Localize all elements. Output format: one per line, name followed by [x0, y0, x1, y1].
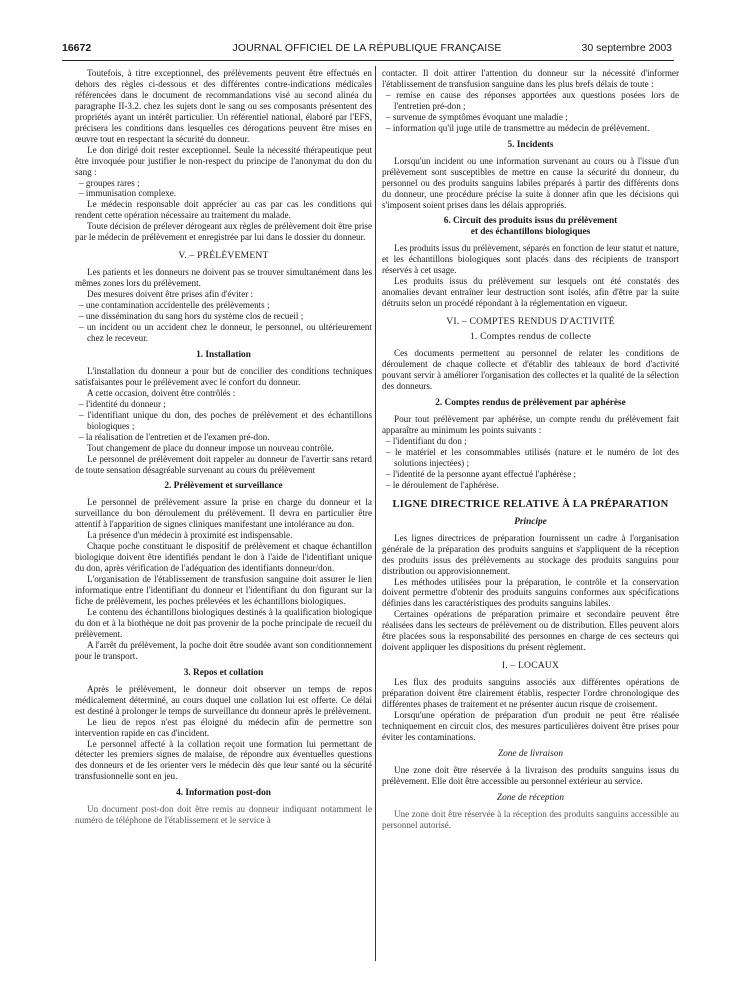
section-heading: VI. – COMPTES RENDUS D'ACTIVITÉ [446, 316, 615, 328]
subsection-heading-text: 1. Comptes rendus de collecte [469, 331, 592, 343]
list-item: – une contamination accidentelle des prélèvements ; [79, 300, 270, 311]
paragraph: Une zone doit être réservée à la livraison des produits sanguins issus du prélèvement. Elle doit être accessible au personnel extérieur au service. [382, 764, 679, 786]
paragraph: Après le prélèvement, le donneur doit observer un temps de repos médicalement déterminé, au cours duquel une collation lui est offerte. Ce délai est destiné à prolonger le temps de surveillance du donneur après le prélèvement. [75, 683, 372, 716]
list-item: – survenue de symptômes évoquant une maladie ; [386, 111, 568, 122]
list-item: – groupes rares ; [79, 177, 140, 188]
subsection-heading: 5. Incidents [507, 139, 554, 150]
subsection-heading-continued: et des échantillons biologiques [470, 227, 591, 238]
page-header [62, 40, 672, 56]
list-item: – immunisation complexe. [79, 188, 177, 199]
list-item: – la réalisation de l'entretien et de l'examen pré-don. [79, 431, 270, 442]
page-number: 16672 [62, 42, 92, 54]
paragraph: Les lignes directrices de préparation fournissent un cadre à l'organisation générale de la préparation des produits sanguins et s'appliquent de la réception des produits issus des prélèvements au stockage des produits sanguins pour distribution ou approvisionnement. [382, 532, 679, 576]
paragraph: Toute décision de prélever dérogeant aux règles de prélèvement doit être prise par le médecin de prélèvement et enregistrée par lui dans le dossier du donneur. [75, 221, 372, 243]
subsection-heading: 2. Prélèvement et surveillance [164, 481, 283, 492]
zone-heading: Zone de réception [496, 792, 565, 803]
paragraph: A l'arrêt du prélèvement, la poche doit être soudée avant son conditionnement pour le transport. [75, 639, 372, 661]
list-item: – une dissémination du sang hors du système clos de recueil ; [79, 311, 304, 322]
column-divider [375, 66, 376, 961]
subsection-heading: 1. Installation [196, 349, 251, 360]
paragraph: Les patients et les donneurs ne doivent pas se trouver simultanément dans les mêmes zones lors du prélèvement. [75, 267, 372, 289]
list-item: – l'identité de la personne ayant effectué l'aphérèse ; [386, 468, 577, 479]
principle-heading: Principe [514, 516, 547, 527]
zone-heading: Zone de livraison [497, 748, 564, 759]
paragraph: Des mesures doivent être prises afin d'éviter : [87, 289, 254, 300]
paragraph: Une zone doit être réservée à la réception des produits sanguins accessible au personnel autorisé. [382, 808, 679, 830]
paragraph: Les produits issus du prélèvement sur lesquels ont été constatés des anomalies devant entraîner leur destruction sont isolés, afin d'être par la suite détruits selon un procédé répondant à la réglementation en vigueur. [382, 276, 679, 309]
paragraph: L'installation du donneur a pour but de concilier des conditions techniques satisfaisantes pour le prélèvement avec le confort du donneur. [75, 365, 372, 387]
paragraph: Les flux des produits sanguins associés aux différentes opérations de préparation doivent être clairement établis, respecter l'ordre chronologique des différentes phases de traitement et ne présenter aucun risque de croisement. [382, 677, 679, 710]
paragraph: Les méthodes utilisées pour la préparation, le contrôle et la conservation doivent permettre d'obtenir des produits sanguins conformes aux spécifications définies dans les caractéristiques des produits sanguins labiles. [382, 576, 679, 609]
paragraph: Certaines opérations de préparation primaire et secondaire peuvent être réalisées dans les secteurs de prélèvement ou de distribution. Elles peuvent alors être placées sous la responsabilité des personnes en charge de ces secteurs qui doivent appliquer les dispositions du présent règlement. [382, 609, 679, 653]
paragraph: Le personnel de prélèvement doit rappeler au donneur de l'avertir sans retard de toute sensation désagréable survenant au cours du prélèvement [75, 453, 372, 475]
paragraph: Le lieu de repos n'est pas éloigné du médecin afin de permettre son intervention rapide en cas d'incident. [75, 716, 372, 738]
paragraph: Chaque poche constituant le dispositif de prélèvement et chaque échantillon biologique doivent être identifiés pendant le don à l'aide de l'identifiant unique du don, après vérification de l'adéquation des identifiants donneur/don. [75, 541, 372, 574]
subsection-heading: 3. Repos et collation [183, 667, 264, 678]
section-heading: I. – LOCAUX [501, 660, 560, 672]
paragraph: Pour tout prélèvement par aphérèse, un compte rendu du prélèvement fait apparaître au minimum les points suivants : [382, 414, 679, 435]
paragraph: Lorsqu'une opération de préparation d'un produit ne peut être réalisée techniquement en circuit clos, des mesures particulières doivent être prises pour éviter les contaminations. [382, 710, 679, 742]
paragraph: Les produits issus du prélèvement, séparés en fonction de leur statut et nature, et les échantillons biologiques sont placés dans des récipients de transport réservés à cet usage. [382, 243, 679, 276]
list-item: – le matériel et les consommables utilisés (nature et le numéro de lot des solutions injectées) ; [386, 446, 679, 468]
paragraph: Un document post-don doit être remis au donneur indiquant notamment le numéro de téléphone de l'établissement et le service à [75, 804, 372, 826]
list-item: – information qu'il juge utile de transmettre au médecin de prélèvement. [386, 122, 650, 133]
list-item: – l'identifiant du don ; [386, 435, 467, 446]
list-item: – remise en cause des réponses apportées aux questions posées lors de l'entretien pré-don ; [386, 89, 679, 111]
list-item: – un incident ou un accident chez le donneur, le personnel, ou ultérieurement chez le receveur. [79, 322, 372, 343]
right-column [382, 68, 679, 831]
paragraph: Toutefois, à titre exceptionnel, des prélèvements peuvent être effectués en dehors des règles ci-dessous et des différentes contre-indications médicales référencées dans le document de recommandations visé au second alinéa du paragraphe II-3.2. chez les sujets dont le sang ou ses composants présentent des propriétés ayant un intérêt particulier. Un référentiel national, élaboré par l'EFS, précisera les conditions dans lesquelles ces dérogations peuvent être mises en œuvre tout en respectant la sécurité du donneur. [75, 68, 372, 144]
subsection-heading: 2. Comptes rendus de prélèvement par aphérèse [435, 398, 626, 409]
paragraph: Le personnel de prélèvement assure la prise en charge du donneur et la surveillance du bon déroulement du prélèvement. Il devra en particulier être attentif à l'apparition de signes cliniques manifestant une intolérance au don. [75, 497, 372, 530]
paragraph: Le personnel affecté à la collation reçoit une formation lui permettant de détecter les premiers signes de malaise, de répondre aux éventuelles questions des donneurs et de les orienter vers le médecin dès que leur santé ou la sécurité transfusionnelle sont en jeu. [75, 738, 372, 782]
paragraph: Tout changement de place du donneur impose un nouveau contrôle. [87, 442, 334, 453]
subsection-heading: 6. Circuit des produits issus du prélèvement [443, 216, 618, 227]
paragraph: La présence d'un médecin à proximité est indispensable. [87, 530, 293, 541]
subsection-heading [382, 331, 679, 342]
subsection-heading: 4. Information post-don [176, 788, 271, 799]
paragraph: Lorsqu'un incident ou une information survenant au cours ou à l'issue d'un prélèvement sont susceptibles de mettre en cause la sécurité du donneur, du personnel ou des produits sanguins labiles préparés à partir des différents dons du donneur, une procédure précise la suite à donner afin que les décisions qui s'imposent soient prises dans les délais appropriés. [382, 155, 679, 210]
paragraph: A cette occasion, doivent être contrôlés : [87, 387, 236, 398]
list-item: – l'identifiant unique du don, des poches de prélèvement et des échantillons biologiques ; [79, 409, 372, 431]
left-column [75, 68, 372, 826]
journal-title: JOURNAL OFFICIEL DE LA RÉPUBLIQUE FRANÇAISE [232, 42, 502, 54]
issue-date: 30 septembre 2003 [581, 42, 672, 54]
paragraph: Le contenu des échantillons biologiques destinés à la qualification biologique du don et à la biothèque ne doit pas provenir de la poche principale de recueil du prélèvement. [75, 606, 372, 639]
paragraph: Le don dirigé doit rester exceptionnel. Seule la nécessité thérapeutique peut être invoquée pour justifier le non-respect du principe de l'anonymat du don du sang : [75, 144, 372, 177]
list-item: – le déroulement de l'aphérèse. [386, 479, 499, 490]
paragraph: contacter. Il doit attirer l'attention du donneur sur la nécessité d'informer l'établissement de transfusion sanguine dans les plus brefs délais de toute : [382, 68, 679, 89]
section-heading: V. – PRÉLÈVEMENT [178, 250, 269, 262]
paragraph: Ces documents permettent au personnel de relater les conditions de déroulement de chaque collecte et d'établir des tableaux de bord d'activité pouvant servir à améliorer l'organisation des collectes et la qualité de la sélection des donneurs. [382, 348, 679, 392]
header-rule [62, 60, 674, 61]
paragraph: L'organisation de l'établissement de transfusion sanguine doit assurer le lien informatique entre l'identifiant du donneur et l'identifiant du don figurant sur la fiche de prélèvement, les poches prélevées et les échantillons biologiques. [75, 574, 372, 607]
list-item: – l'identité du donneur ; [79, 398, 166, 409]
paragraph: Le médecin responsable doit apprécier au cas par cas les conditions qui rendent cette opération nécessaire au traitement du malade. [75, 199, 372, 221]
guideline-title: LIGNE DIRECTRICE RELATIVE À LA PRÉPARATION [392, 498, 669, 510]
